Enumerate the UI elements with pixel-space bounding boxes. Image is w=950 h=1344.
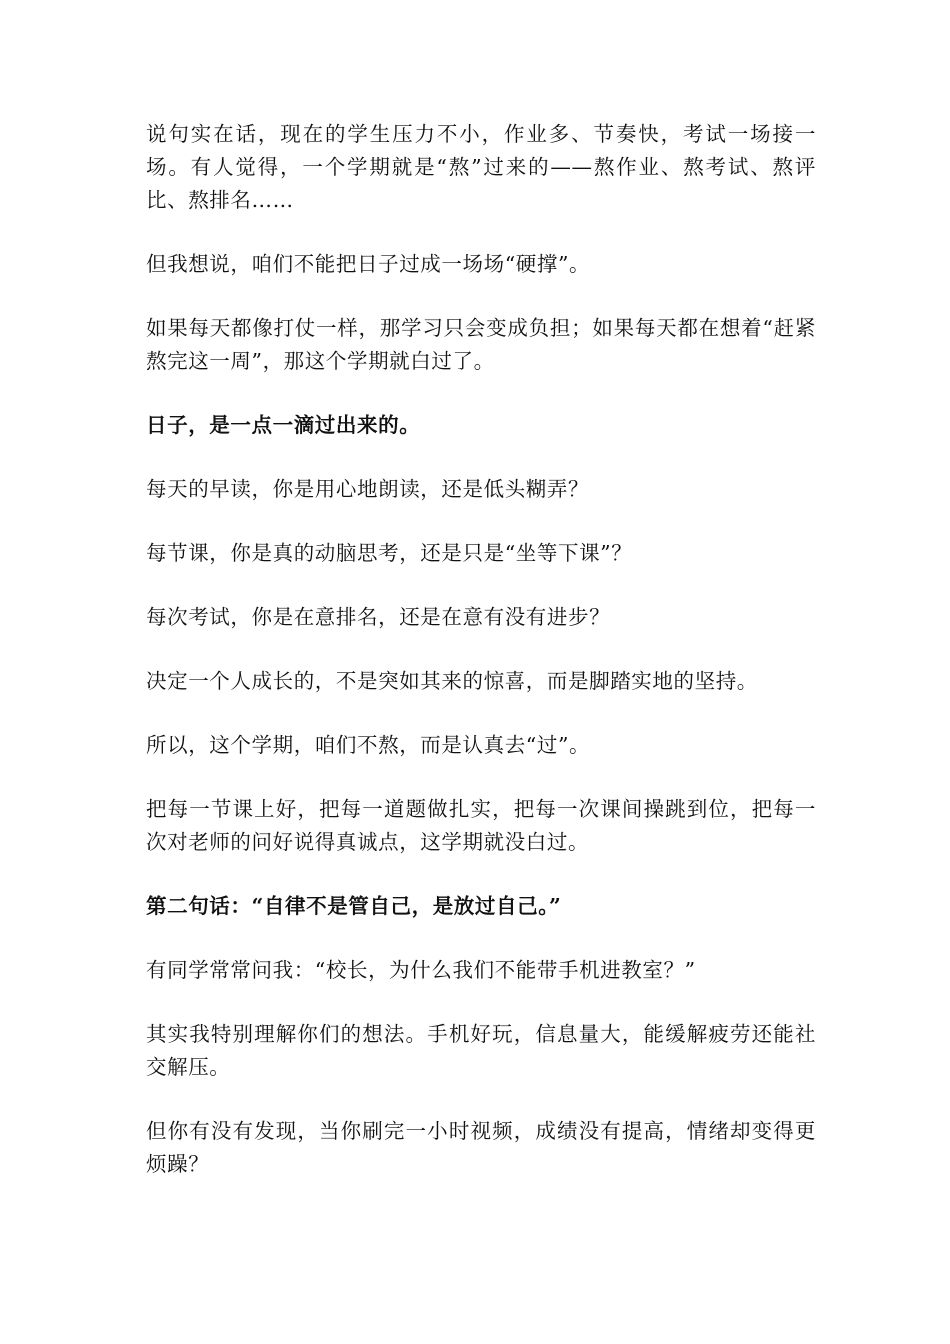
section-heading: 第二句话：“自律不是管自己，是放过自己。” — [146, 894, 562, 918]
paragraph: 但你有没有发现，当你刷完一小时视频，成绩没有提高，情绪却变得更烦躁？ — [146, 1119, 816, 1176]
paragraph: 每天的早读，你是用心地朗读，还是低头糊弄？ — [146, 477, 590, 501]
paragraph: 其实我特别理解你们的想法。手机好玩，信息量大，能缓解疲劳还能社交解压。 — [146, 1022, 816, 1079]
paragraph: 每节课，你是真的动脑思考，还是只是“坐等下课”？ — [146, 541, 633, 565]
paragraph: 每次考试，你是在意排名，还是在意有没有进步？ — [146, 605, 611, 629]
paragraph: 如果每天都像打仗一样，那学习只会变成负担；如果每天都在想着“赶紧熬完这一周”，那这个学期就白过了。 — [146, 316, 816, 373]
paragraph: 但我想说，咱们不能把日子过成一场场“硬撑”。 — [146, 252, 591, 276]
section-heading: 日子，是一点一滴过出来的。 — [146, 413, 421, 437]
paragraph: 所以，这个学期，咱们不熬，而是认真去“过”。 — [146, 733, 591, 757]
paragraph: 决定一个人成长的，不是突如其来的惊喜，而是脚踏实地的坚持。 — [146, 669, 758, 693]
paragraph: 有同学常常问我：“校长，为什么我们不能带手机进教室？” — [146, 958, 696, 982]
paragraph: 把每一节课上好，把每一道题做扎实，把每一次课间操跳到位，把每一次对老师的问好说得真诚点，这学期就没白过。 — [146, 797, 816, 854]
document-page — [146, 118, 816, 1212]
paragraph: 说句实在话，现在的学生压力不小，作业多、节奏快，考试一场接一场。有人觉得，一个学期就是“熬”过来的——熬作业、熬考试、熬评比、熬排名…… — [146, 122, 816, 212]
